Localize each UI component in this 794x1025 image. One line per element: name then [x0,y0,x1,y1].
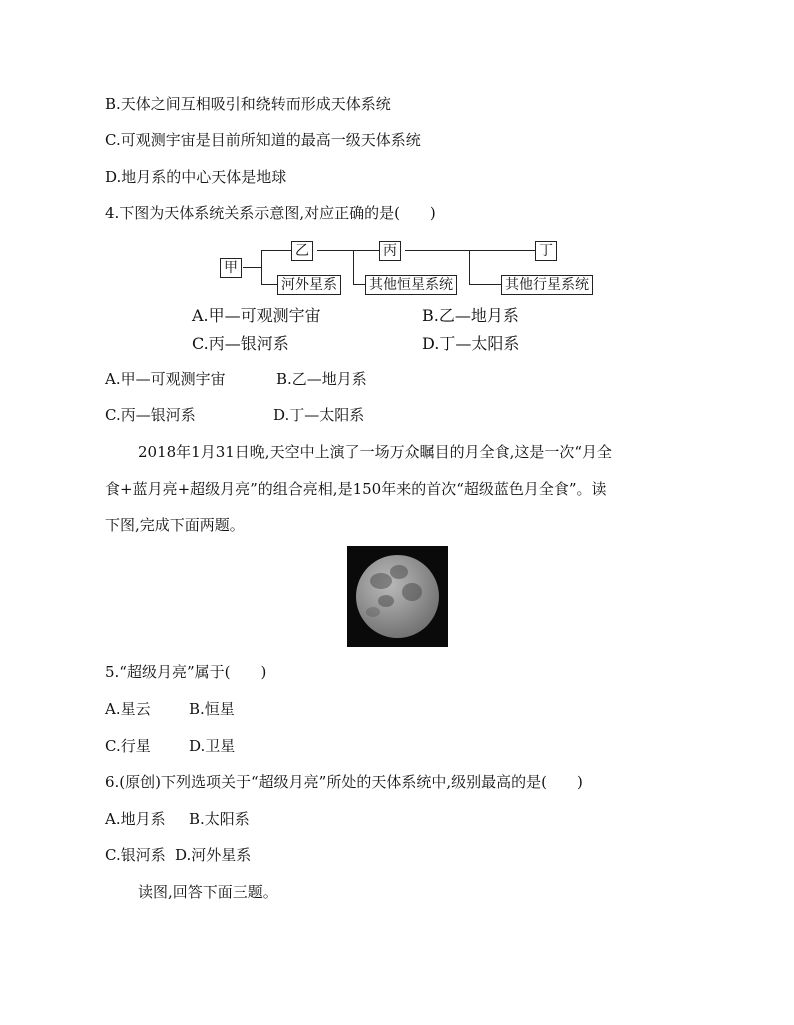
diagram-option-d: D.丁—太阳系 [422,334,520,353]
passage-line-3: 下图,完成下面两题。 [105,516,245,534]
moon-image [356,555,439,638]
connector [261,250,262,285]
connector [405,250,469,251]
connector [353,250,354,285]
q6-option-d: D.河外星系 [175,846,252,864]
supermoon-photo [347,546,448,647]
box-ding: 丁 [535,241,557,261]
diagram-option-b: B.乙—地月系 [422,306,519,325]
q4-answer-d: D.丁—太阳系 [273,406,365,424]
q6-option-c: C.银河系 [105,846,166,864]
passage-line-2: 食+蓝月亮+超级月亮”的组合亮相,是150年来的首次“超级蓝色月全食”。读 [105,480,607,498]
question-6-stem: 6.(原创)下列选项关于“超级月亮”所处的天体系统中,级别最高的是( ) [105,773,583,791]
connector [243,267,261,268]
q6-option-b: B.太阳系 [189,810,250,828]
connector [469,250,535,251]
question-4-stem: 4.下图为天体系统关系示意图,对应正确的是( ) [105,204,436,222]
diagram-option-c: C.丙—银河系 [192,334,289,353]
closing-instruction: 读图,回答下面三题。 [138,883,278,901]
connector [353,250,379,251]
q5-option-b: B.恒星 [189,700,235,718]
passage-line-1: 2018年1月31日晚,天空中上演了一场万众瞩目的月全食,这是一次“月全 [138,443,613,461]
q5-option-c: C.行星 [105,737,151,755]
box-other-star-systems: 其他恒星系统 [365,275,457,295]
box-other-planet-systems: 其他行星系统 [501,275,593,295]
box-yi: 乙 [291,241,313,261]
connector [469,284,501,285]
connector [469,250,470,285]
option-b-text: B.天体之间互相吸引和绕转而形成天体系统 [105,95,391,113]
box-bing: 丙 [379,241,401,261]
connector [261,250,291,251]
option-c-text: C.可观测宇宙是目前所知道的最高一级天体系统 [105,131,421,149]
box-hewai: 河外星系 [277,275,341,295]
question-5-stem: 5.“超级月亮”属于( ) [105,663,267,681]
celestial-system-diagram [215,238,615,300]
box-jia: 甲 [220,258,242,278]
connector [353,284,365,285]
q5-option-a: A.星云 [105,700,151,718]
q5-option-d: D.卫星 [189,737,236,755]
q4-answer-a: A.甲—可观测宇宙 [105,370,226,388]
q4-answer-c: C.丙—银河系 [105,406,196,424]
diagram-option-a: A.甲—可观测宇宙 [192,306,321,325]
q6-option-a: A.地月系 [105,810,166,828]
q4-answer-b: B.乙—地月系 [276,370,367,388]
option-d-text: D.地月系的中心天体是地球 [105,168,287,186]
connector [317,250,353,251]
